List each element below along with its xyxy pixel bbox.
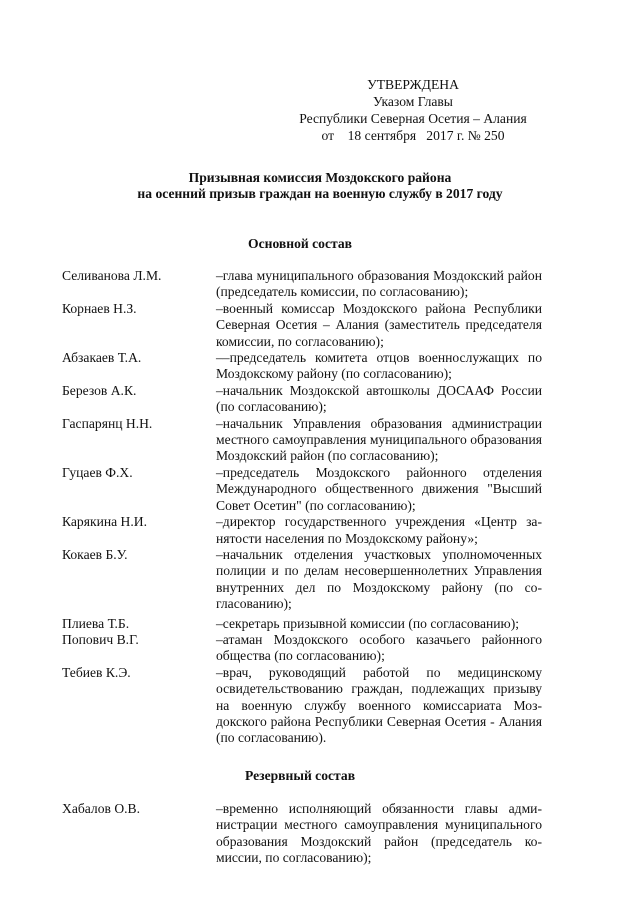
member-name: Гаспарянц Н.Н. [62, 415, 153, 431]
member-row [62, 616, 542, 632]
member-row [62, 383, 542, 416]
main-roster [62, 268, 542, 747]
member-row [62, 416, 542, 465]
approval-line: УТВЕРЖДЕНА [367, 77, 459, 92]
member-name: Хабалов О.В. [62, 801, 140, 816]
member-role: –начальник Моздокской автошколы ДОСААФ России (по согласованию); [216, 382, 542, 415]
member-row [62, 301, 542, 350]
member-role: –временно исполняющий обязанности главы администрации местного самоуправления муниципального образования Моздокский район (председатель комиссии, по согласованию); [216, 801, 542, 866]
main-section-heading: Основной состав [248, 236, 352, 251]
approval-line: Республики Северная Осетия – Алания [299, 111, 527, 126]
approval-line: Указом Главы [373, 94, 453, 109]
member-row [62, 350, 542, 383]
member-role: ––председатель комитета отцов военнослужащих по Моздокскому району (по согласованию); [216, 350, 542, 382]
document-title [60, 170, 580, 202]
member-name: Абзакаев Т.А. [62, 350, 142, 366]
member-row [62, 547, 542, 613]
member-name: Гуцаев Ф.Х. [62, 464, 133, 480]
reserve-section-heading: Резервный состав [244, 768, 356, 783]
member-row [62, 268, 542, 301]
member-name: Тебиев К.Э. [62, 664, 131, 680]
member-row [62, 514, 542, 547]
title-line: Призывная комиссия Моздокского района [188, 170, 452, 185]
member-name: Плиева Т.Б. [62, 615, 130, 631]
member-name: Кокаев Б.У. [62, 546, 128, 562]
member-name: Попович В.Г. [62, 631, 139, 647]
member-role: –атаман Моздокского особого казачьего районного общества (по согласованию); [216, 631, 542, 664]
member-role: –начальник отделения участковых уполномоченных полиции и по делам несовершеннолетних Управления внутренних дел по Моздокскому району (по согласованию); [216, 546, 542, 612]
member-role: –врач, руководящий работой по медицинскому освидетельствованию граждан, подлежащих призыву на военную службу военного комиссариата Моздокского района Республики Северная Осетия - Алания (по согласованию). [216, 664, 542, 746]
member-role: –глава муниципального образования Моздокский район (председатель комиссии, по согласованию); [216, 268, 542, 300]
approval-line: от 18 сентября 2017 г. № 250 [321, 128, 505, 143]
member-name: Карякина Н.И. [62, 514, 147, 530]
member-row [62, 465, 542, 514]
title-line: на осенний призыв граждан на военную службу в 2017 году [137, 186, 503, 201]
member-name: Селиванова Л.М. [62, 268, 162, 283]
member-name: Корнаев Н.З. [62, 300, 137, 316]
member-name: Березов А.К. [62, 382, 137, 398]
approval-stamp [288, 76, 538, 144]
member-role: –начальник Управления образования администрации местного самоуправления муниципального образования Моздокский район (по согласованию); [216, 415, 542, 464]
member-role: –председатель Моздокского районного отделения Международного общественного движения "Высший Совет Осетин" (по согласованию); [216, 464, 542, 513]
member-role: –директор государственного учреждения «Центр занятости населения по Моздокскому району»; [216, 514, 542, 546]
member-row [62, 632, 542, 665]
member-row [62, 665, 542, 747]
member-row [62, 801, 542, 867]
member-role: –военный комиссар Моздокского района Республики Северная Осетия – Алания (заместитель председателя комиссии, по согласованию); [216, 300, 542, 349]
reserve-roster [62, 801, 542, 867]
member-role: –секретарь призывной комиссии (по согласованию); [216, 615, 519, 631]
